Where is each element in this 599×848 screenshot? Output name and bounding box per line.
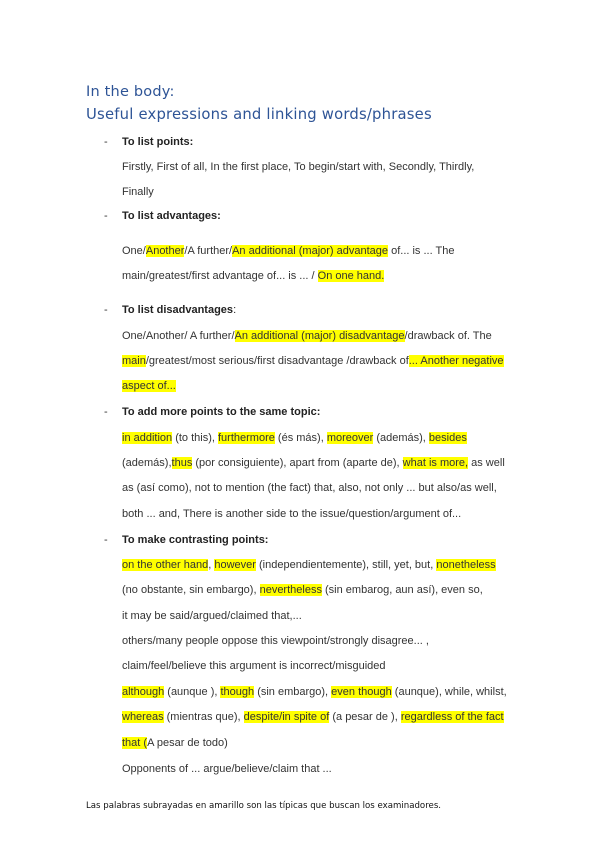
bullet-dash: -	[104, 304, 108, 316]
text-segment: Finally	[122, 186, 154, 198]
highlighted-phrase: besides	[428, 432, 467, 444]
highlighted-phrase: thus	[171, 457, 193, 469]
highlighted-phrase: ... Another negative	[408, 355, 504, 367]
text-segment: (mientras que),	[163, 711, 244, 723]
highlighted-phrase: regardless of the fact	[400, 711, 504, 723]
highlighted-phrase: that (	[122, 737, 148, 749]
section-subheading: Useful expressions and linking words/phrases	[86, 106, 432, 123]
highlighted-phrase: even though	[331, 686, 392, 698]
highlighted-phrase: Another	[145, 245, 185, 257]
text-segment: (por consiguiente), apart from (aparte de),	[192, 457, 403, 469]
section-heading: In the body:	[86, 84, 175, 100]
highlighted-phrase: whereas	[122, 711, 164, 723]
content-line	[122, 737, 228, 749]
text-segment: (no obstante, sin embargo),	[122, 584, 260, 596]
list-disadvantages-label-text: To list disadvantages	[122, 304, 234, 316]
text-segment: (aunque), while, whilst,	[391, 686, 507, 698]
highlighted-phrase: despite/in spite of	[243, 711, 330, 723]
text-segment: ,	[208, 559, 215, 571]
text-segment: /A further/	[184, 245, 233, 257]
highlighted-phrase: what is more,	[402, 457, 469, 469]
highlighted-phrase: main	[122, 355, 146, 367]
list-points-label: To list points:	[122, 136, 194, 148]
highlighted-phrase: On one hand.	[317, 270, 385, 282]
highlighted-phrase: although	[122, 686, 165, 698]
highlighted-phrase: An additional (major) advantage	[232, 245, 389, 257]
text-segment: both ... and, There is another side to the issue/question/argument of...	[122, 508, 462, 520]
content-line	[122, 559, 496, 571]
highlighted-phrase: An additional (major) disadvantage	[234, 330, 405, 342]
content-line	[122, 482, 497, 494]
bullet-dash: -	[104, 406, 108, 418]
text-segment: A pesar de todo)	[147, 737, 228, 749]
text-segment: /greatest/most serious/first disadvantage /drawback of	[145, 355, 409, 367]
text-segment: (és más),	[274, 432, 327, 444]
text-segment: as (así como), not to mention (the fact) that, also, not only ... but also/as well,	[122, 482, 497, 494]
text-segment: (aunque ),	[164, 686, 221, 698]
text-segment: Opponents of ... argue/believe/claim that ...	[122, 763, 332, 775]
highlighted-phrase: in addition	[122, 432, 173, 444]
content-line	[122, 635, 429, 647]
text-segment: (independientemente), still, yet, but,	[255, 559, 437, 571]
content-line	[122, 355, 504, 367]
text-segment: as well	[468, 457, 505, 469]
text-segment: of... is ... The	[388, 245, 455, 257]
highlighted-phrase: however	[214, 559, 256, 571]
highlighted-phrase: furthermore	[218, 432, 275, 444]
bullet-dash: -	[104, 210, 108, 222]
content-line	[122, 270, 384, 282]
text-segment: (además),	[373, 432, 429, 444]
content-line	[122, 432, 467, 444]
text-segment: it may be said/argued/claimed that,...	[122, 610, 302, 622]
text-segment: (a pesar de ),	[329, 711, 401, 723]
highlighted-phrase: though	[220, 686, 255, 698]
label-colon: :	[233, 304, 237, 316]
text-segment: One/	[122, 245, 146, 257]
text-segment: main/greatest/first advantage of... is ... /	[122, 270, 318, 282]
highlighted-phrase: nonetheless	[436, 559, 496, 571]
list-disadvantages-label	[122, 304, 236, 316]
highlighted-phrase: moreover	[326, 432, 374, 444]
content-line	[122, 330, 492, 342]
highlighted-phrase: nevertheless	[259, 584, 322, 596]
content-line	[122, 245, 454, 257]
content-line	[122, 763, 332, 775]
content-line	[122, 686, 507, 698]
content-line	[122, 380, 176, 392]
contrasting-points-label: To make contrasting points:	[122, 534, 269, 546]
add-points-label: To add more points to the same topic:	[122, 406, 321, 418]
text-segment: Firstly, First of all, In the first place, To begin/start with, Secondly, Thirdly,	[122, 161, 475, 173]
bullet-dash: -	[104, 136, 108, 148]
text-segment: (sin embargo),	[254, 686, 332, 698]
content-line	[122, 711, 504, 723]
footer-note: Las palabras subrayadas en amarillo son las típicas que buscan los examinadores.	[86, 801, 442, 811]
text-segment: One/Another/ A further/	[122, 330, 235, 342]
content-line	[122, 584, 483, 596]
text-segment: /drawback of. The	[404, 330, 492, 342]
list-advantages-label: To list advantages:	[122, 210, 221, 222]
text-segment: others/many people oppose this viewpoint/strongly disagree... ,	[122, 635, 429, 647]
text-segment: (además),	[122, 457, 172, 469]
content-line	[122, 610, 302, 622]
content-line	[122, 161, 474, 173]
text-segment: claim/feel/believe this argument is incorrect/misguided	[122, 660, 386, 672]
bullet-dash: -	[104, 534, 108, 546]
highlighted-phrase: aspect of...	[122, 380, 176, 392]
content-line	[122, 457, 505, 469]
text-segment: (sin embarog, aun así), even so,	[321, 584, 483, 596]
content-line	[122, 186, 154, 198]
text-segment: (to this),	[172, 432, 218, 444]
content-line	[122, 508, 461, 520]
content-line	[122, 660, 386, 672]
highlighted-phrase: on the other hand	[122, 559, 209, 571]
